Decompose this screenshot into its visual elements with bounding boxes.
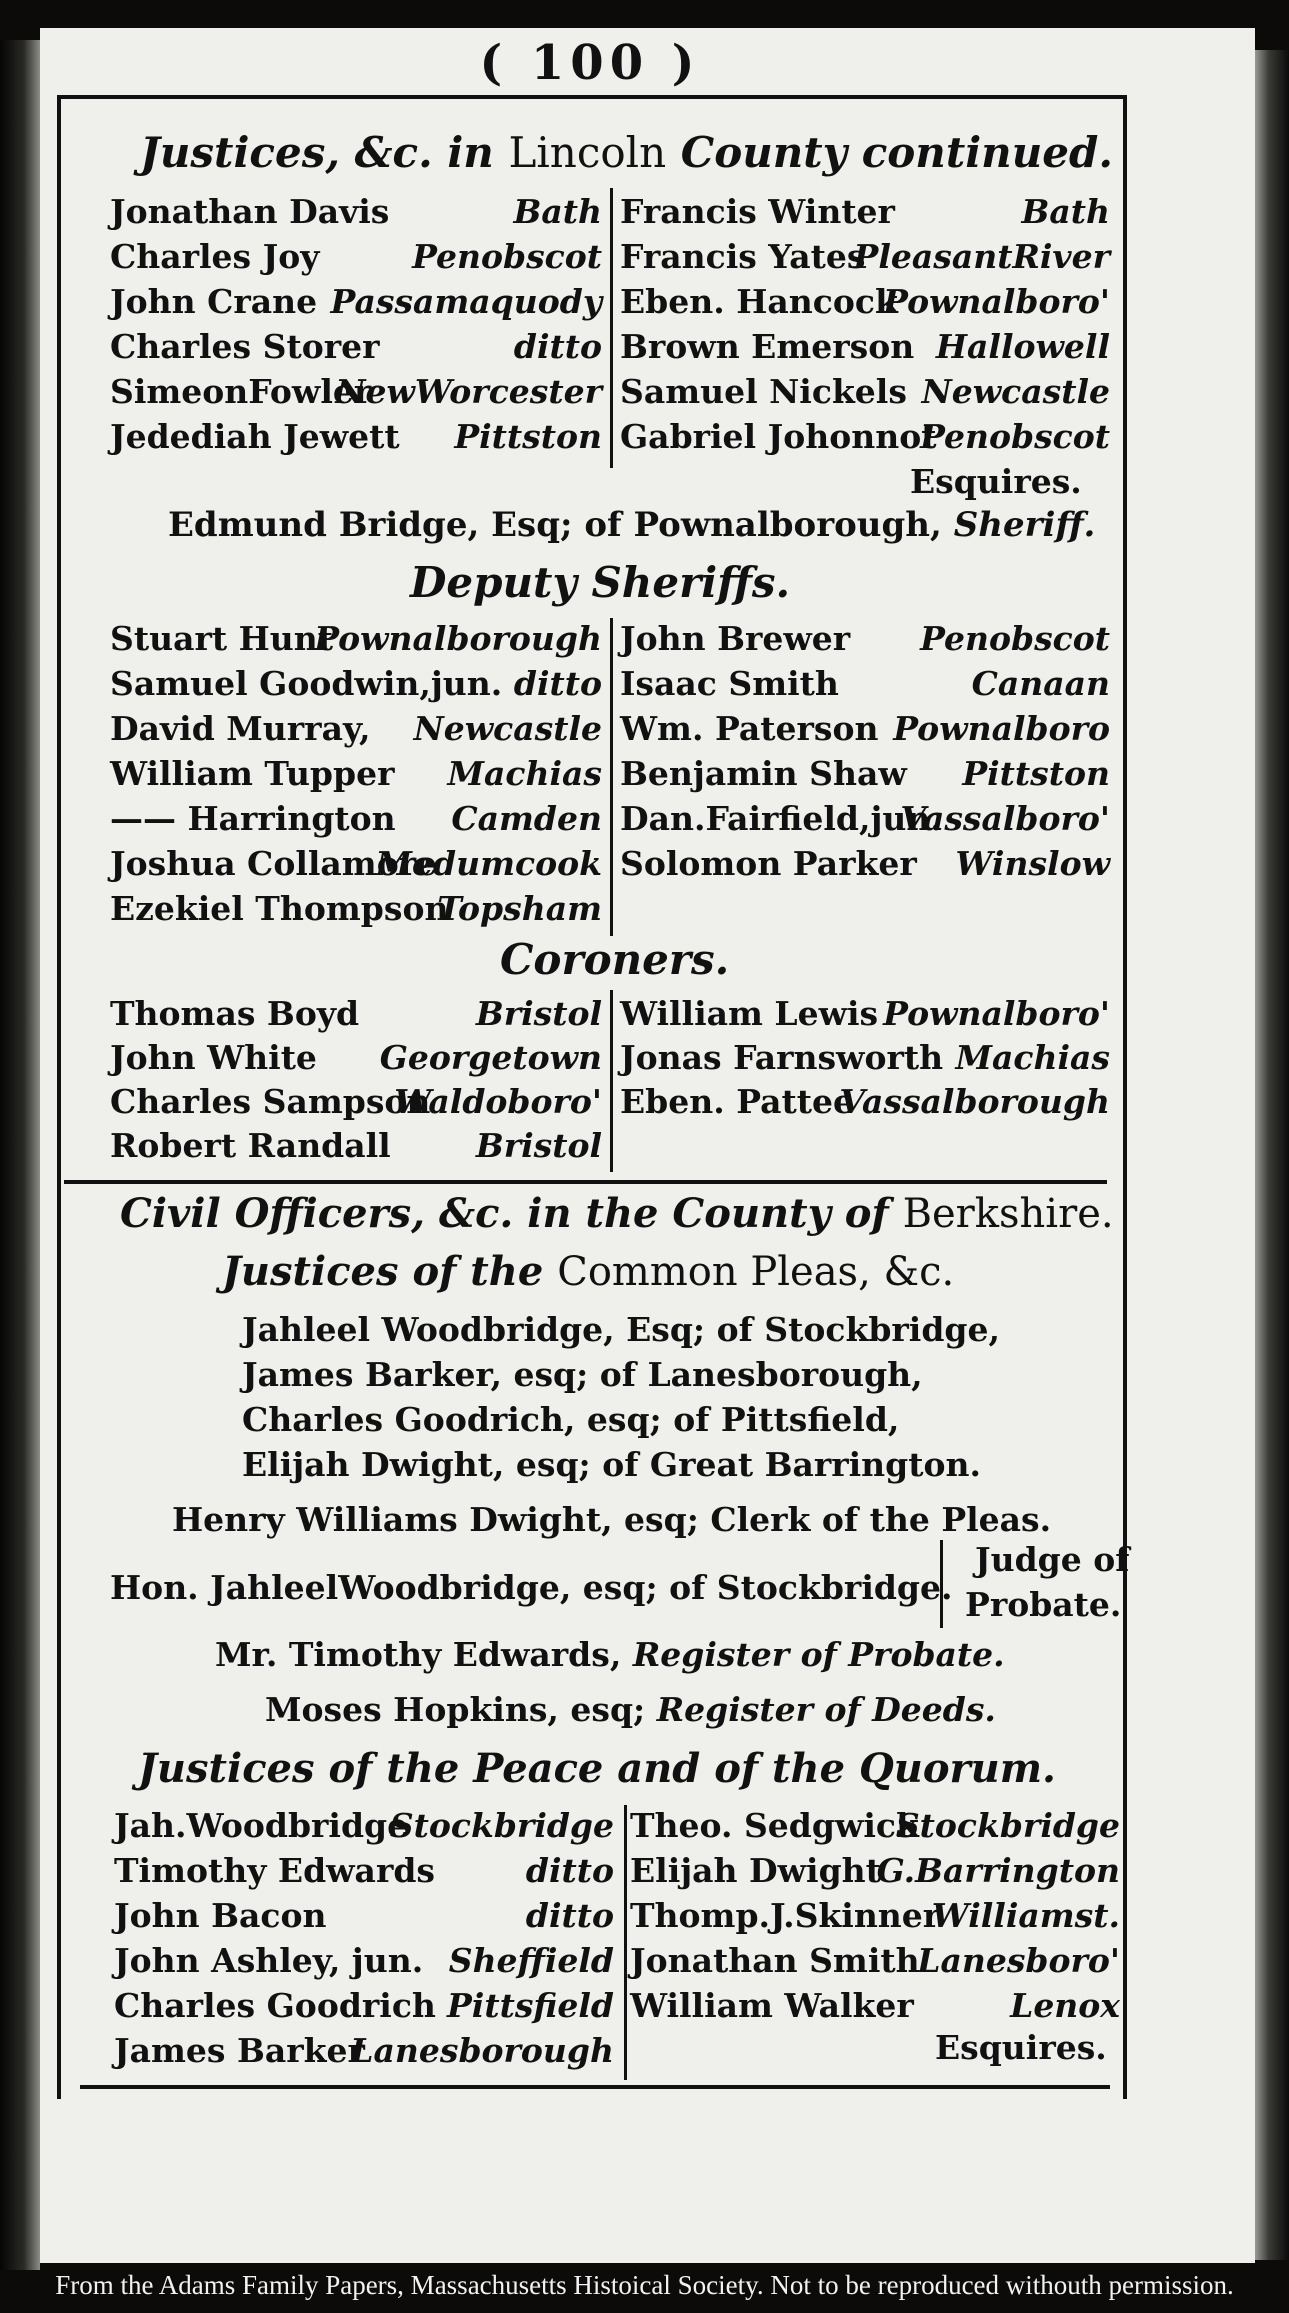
list-entry: [620, 415, 1110, 459]
entry-place: Pownalboro: [893, 709, 1110, 748]
list-entry: [110, 1036, 602, 1080]
list-entry: [620, 707, 1110, 751]
entry-place: Sheffield: [448, 1941, 614, 1980]
list-entry: [620, 617, 1110, 661]
esquires-label-2: Esquires.: [935, 2028, 1107, 2067]
list-entry: [620, 992, 1110, 1036]
list-entry: [114, 1849, 614, 1893]
judge-probate-name: Hon. JahleelWoodbridge, esq; of Stockbridge.: [110, 1568, 953, 1607]
entry-place: Pownalboro': [883, 994, 1110, 1033]
list-entry: [110, 325, 602, 369]
entry-place: Bath: [1021, 192, 1110, 231]
book-spine-shadow: [0, 40, 40, 2270]
entry-place: Williamst.: [931, 1896, 1120, 1935]
list-entry: [110, 662, 602, 706]
entry-place: PleasantRiver: [853, 237, 1110, 276]
common-pleas-justice: Elijah Dwight, esq; of Great Barrington.: [242, 1445, 981, 1484]
heading-coroners: Coroners.: [500, 935, 730, 984]
list-entry: [114, 1939, 614, 1983]
entry-place: Bath: [513, 192, 602, 231]
entry-place: Georgetown: [379, 1038, 602, 1077]
entry-place: Penobscot: [920, 417, 1110, 456]
entry-place: Topsham: [437, 889, 602, 928]
list-entry: [110, 1080, 602, 1124]
list-entry: [110, 235, 602, 279]
entry-name: SimeonFowler: [110, 372, 372, 411]
heading-berkshire-part1: Civil Officers, &c. in the County of: [120, 1190, 889, 1237]
heading-lincoln-part2: in: [447, 128, 494, 177]
list-entry: [630, 1894, 1120, 1938]
entry-name: Theo. Sedgwick: [630, 1806, 919, 1845]
entry-place: Pittston: [454, 417, 602, 456]
heading-lincoln-part1: Justices, &c.: [140, 128, 433, 177]
entry-name: David Murray,: [110, 709, 371, 748]
common-pleas-justice: Charles Goodrich, esq; of Pittsfield,: [242, 1400, 900, 1439]
entry-name: Samuel Nickels: [620, 372, 907, 411]
entry-name: Charles Sampson: [110, 1082, 431, 1121]
entry-name: John Crane: [110, 282, 318, 321]
list-entry: [620, 280, 1110, 324]
list-entry: [620, 842, 1110, 886]
entry-place: ditto: [513, 664, 602, 703]
heading-quorum: Justices of the Peace and of the Quorum.: [138, 1745, 1056, 1792]
entry-place: Bristol: [475, 1126, 602, 1165]
list-entry: [110, 280, 602, 324]
entry-name: Eben. Pattee: [620, 1082, 854, 1121]
entry-place: Lenox: [1010, 1986, 1120, 2025]
entry-place: G.Barrington: [876, 1851, 1120, 1890]
entry-place: Lanesborough: [350, 2031, 614, 2070]
entry-name: William Walker: [630, 1986, 914, 2025]
list-entry: [620, 752, 1110, 796]
entry-name: Dan.Fairfield,jun.: [620, 799, 942, 838]
list-entry: [620, 370, 1110, 414]
entry-place: Newcastle: [413, 709, 602, 748]
entry-place: ditto: [525, 1851, 614, 1890]
entry-name: Gabriel Johonnot: [620, 417, 937, 456]
list-entry: [620, 797, 1110, 841]
column-divider: [610, 188, 613, 468]
list-entry: [630, 1984, 1120, 2028]
list-entry: [110, 415, 602, 459]
entry-name: Benjamin Shaw: [620, 754, 907, 793]
entry-place: Machias: [447, 754, 602, 793]
entry-name: John Brewer: [620, 619, 851, 658]
entry-name: John Ashley, jun.: [114, 1941, 424, 1980]
entry-place: Pittston: [962, 754, 1110, 793]
entry-name: Thomp.J.Skinner: [630, 1896, 941, 1935]
list-entry: [620, 190, 1110, 234]
entry-name: Stuart Hunt: [110, 619, 333, 658]
heading-common-pleas: [222, 1248, 954, 1295]
list-entry: [620, 662, 1110, 706]
entry-name: Jonathan Davis: [110, 192, 390, 231]
register-probate-title: Register of Probate.: [632, 1635, 1005, 1674]
list-entry: [630, 1849, 1120, 1893]
entry-place: Pownalborough: [314, 619, 602, 658]
list-entry: [114, 1984, 614, 2028]
entry-name: Samuel Goodwin,jun.: [110, 664, 503, 703]
sheriff-text: Edmund Bridge, Esq; of Pownalborough,: [168, 505, 942, 545]
entry-name: Elijah Dwight: [630, 1851, 881, 1890]
entry-place: ditto: [525, 1896, 614, 1935]
heading-berkshire-part2: Berkshire.: [902, 1191, 1114, 1237]
list-entry: [620, 325, 1110, 369]
heading-lincoln: [140, 128, 1113, 177]
entry-name: Solomon Parker: [620, 844, 917, 883]
entry-name: Timothy Edwards: [114, 1851, 435, 1890]
esquires-label: Esquires.: [910, 462, 1082, 501]
page-number: ( 100 ): [479, 35, 701, 91]
entry-place: Pownalboro': [883, 282, 1110, 321]
heading-lincoln-part3: Lincoln: [508, 128, 667, 177]
column-divider: [610, 618, 613, 936]
entry-place: Vassalboro': [900, 799, 1110, 838]
entry-place: Stockbridge: [895, 1806, 1120, 1845]
list-entry: [630, 1939, 1120, 1983]
list-entry: [110, 887, 602, 931]
entry-name: Jonas Farnsworth: [620, 1038, 944, 1077]
entry-name: William Lewis: [620, 994, 879, 1033]
entry-place: Bristol: [475, 994, 602, 1033]
entry-place: Winslow: [955, 844, 1110, 883]
section-divider-rule: [64, 1180, 1107, 1184]
entry-name: Wm. Paterson: [620, 709, 879, 748]
column-divider: [610, 990, 613, 1172]
entry-name: —— Harrington: [110, 799, 396, 838]
judge-probate-title2: Probate.: [965, 1585, 1122, 1624]
list-entry: [110, 190, 602, 234]
column-divider: [624, 1805, 627, 2080]
entry-name: Isaac Smith: [620, 664, 839, 703]
entry-place: Vassalborough: [839, 1082, 1110, 1121]
entry-place: Passamaquody: [330, 282, 602, 321]
list-entry: [620, 1036, 1110, 1080]
list-entry: [110, 797, 602, 841]
entry-name: Ezekiel Thompson: [110, 889, 449, 928]
entry-place: Machias: [955, 1038, 1110, 1077]
entry-name: Jonathan Smith: [630, 1941, 920, 1980]
entry-name: Francis Yates: [620, 237, 866, 276]
list-entry: [110, 370, 602, 414]
heading-berkshire: [120, 1190, 1114, 1237]
entry-name: Charles Storer: [110, 327, 380, 366]
heading-common-pleas-part1: Justices of the: [222, 1248, 544, 1295]
heading-common-pleas-part2: Common Pleas, &c.: [557, 1249, 955, 1295]
entry-name: Charles Joy: [110, 237, 320, 276]
clerk-line: Henry Williams Dwight, esq; Clerk of the Pleas.: [172, 1500, 1052, 1539]
heading-deputy-sheriffs: Deputy Sheriffs.: [410, 558, 791, 607]
list-entry: [620, 1080, 1110, 1124]
entry-place: Medumcook: [375, 844, 602, 883]
entry-place: ditto: [513, 327, 602, 366]
list-entry: [110, 752, 602, 796]
list-entry: [114, 1804, 614, 1848]
entry-place: NewWorcester: [335, 372, 602, 411]
page-edge-shadow: [1255, 50, 1289, 2260]
entry-name: Eben. Hancock: [620, 282, 898, 321]
heading-lincoln-part4: County continued.: [680, 128, 1113, 177]
register-deeds-name: Moses Hopkins, esq;: [265, 1690, 646, 1729]
entry-place: Lanesboro': [917, 1941, 1120, 1980]
list-entry: [114, 1894, 614, 1938]
bottom-rule: [80, 2085, 1110, 2089]
sheriff-title: Sheriff.: [953, 505, 1096, 545]
judge-probate-title1: Judge of: [975, 1540, 1130, 1579]
register-deeds-line: [265, 1690, 996, 1729]
entry-place: Camden: [451, 799, 602, 838]
entry-place: Pittsfield: [446, 1986, 614, 2025]
entry-name: Thomas Boyd: [110, 994, 360, 1033]
entry-name: Jedediah Jewett: [110, 417, 400, 456]
entry-name: Brown Emerson: [620, 327, 915, 366]
register-probate-name: Mr. Timothy Edwards,: [215, 1635, 622, 1674]
common-pleas-justice: James Barker, esq; of Lanesborough,: [242, 1355, 923, 1394]
entry-name: Robert Randall: [110, 1126, 391, 1165]
list-entry: [620, 235, 1110, 279]
entry-name: John Bacon: [114, 1896, 327, 1935]
entry-place: Hallowell: [935, 327, 1110, 366]
entry-name: James Barker: [114, 2031, 365, 2070]
list-entry: [110, 1124, 602, 1168]
common-pleas-justice: Jahleel Woodbridge, Esq; of Stockbridge,: [242, 1310, 1000, 1349]
sheriff-line: [168, 505, 1095, 545]
entry-place: Canaan: [971, 664, 1110, 703]
entry-name: William Tupper: [110, 754, 395, 793]
list-entry: [110, 842, 602, 886]
entry-name: Francis Winter: [620, 192, 895, 231]
register-probate-line: [215, 1635, 1005, 1674]
entry-place: Newcastle: [921, 372, 1110, 411]
bracket-line: [940, 1540, 943, 1628]
entry-name: Jah.Woodbridge: [114, 1806, 409, 1845]
entry-name: Joshua Collamore: [110, 844, 438, 883]
entry-place: Stockbridge: [389, 1806, 614, 1845]
entry-place: Penobscot: [412, 237, 602, 276]
entry-name: Charles Goodrich: [114, 1986, 436, 2025]
list-entry: [630, 1804, 1120, 1848]
list-entry: [110, 707, 602, 751]
register-deeds-title: Register of Deeds.: [656, 1690, 996, 1729]
list-entry: [110, 992, 602, 1036]
copyright-footer: From the Adams Family Papers, Massachusetts Histoical Society. Not to be reproduced withouth permission.: [55, 2270, 1234, 2300]
entry-place: Penobscot: [920, 619, 1110, 658]
list-entry: [114, 2029, 614, 2073]
entry-name: John White: [110, 1038, 317, 1077]
entry-place: Waldoboro': [394, 1082, 602, 1121]
list-entry: [110, 617, 602, 661]
